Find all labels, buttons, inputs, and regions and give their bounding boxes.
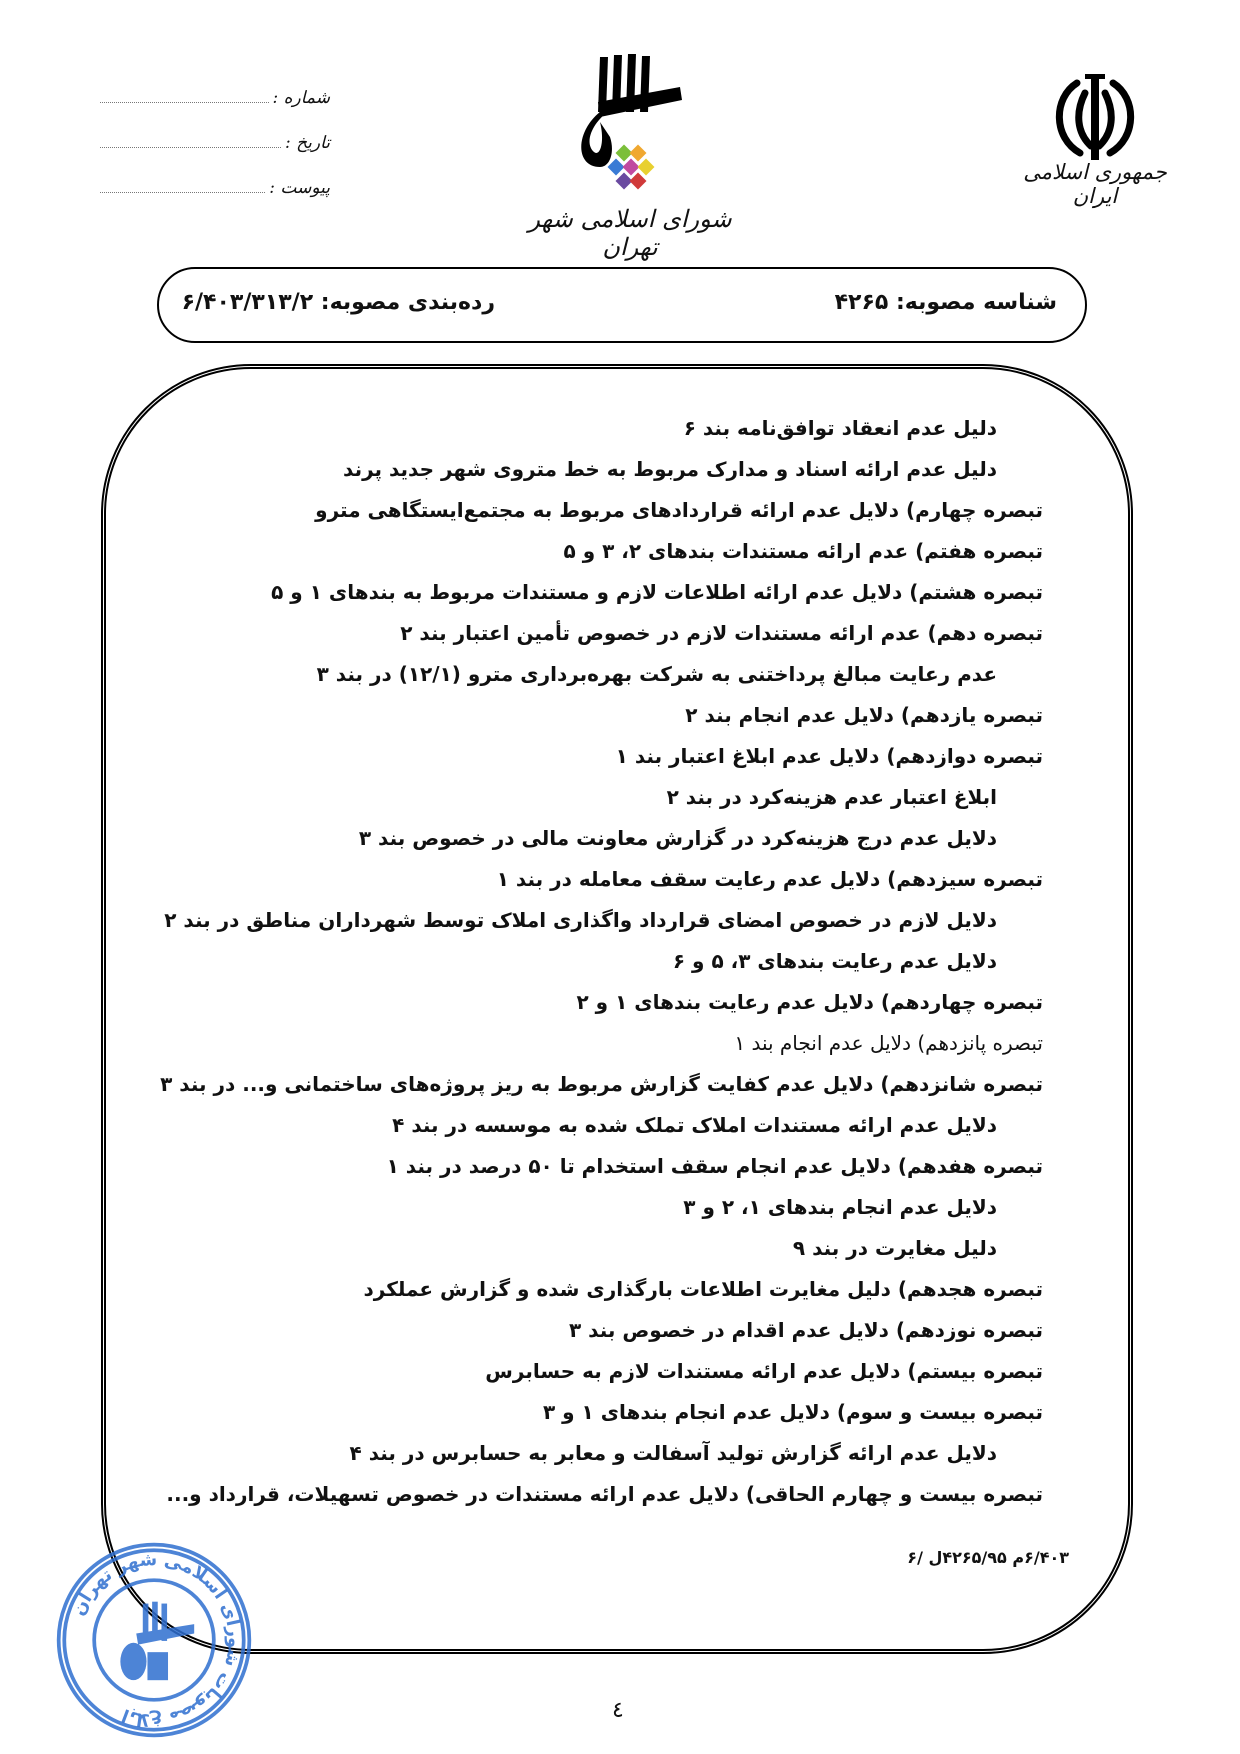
page-number: ٤ [612,1698,624,1723]
line-text: دلایل عدم انجام سقف استخدام تا ۵۰ درصد در بند ۱ [386,1154,898,1178]
content-line [183,1269,1043,1310]
content-line [183,1105,997,1146]
line-text: دلایل عدم رعایت سقف معامله در بند ۱ [496,867,888,891]
line-text: دلیل عدم انعقاد توافق‌نامه بند ۶ [683,416,997,440]
emblem-caption: جمهوری اسلامی ایران [1023,160,1167,208]
dotted-line [100,147,281,148]
content-line [183,695,1043,736]
line-text: دلایل عدم ابلاغ اعتبار بند ۱ [615,744,887,768]
logo-caption: شورای اسلامی شهر تهران [528,205,732,261]
content-line [183,654,997,695]
line-text: دلایل عدم ارائه اطلاعات لازم و مستندات مربوط به بندهای ۱ و ۵ [271,580,910,604]
line-text: دلیل عدم ارائه اسناد و مدارک مربوط به خط متروی شهر جدید پرند [343,457,997,481]
content-line [183,1187,997,1228]
note-label: تبصره یازدهم) [900,703,1043,727]
number-field [100,84,330,108]
line-text: دلیل مغایرت در بند ۹ [792,1236,997,1260]
line-text: دلیل مغایرت اطلاعات بارگذاری شده و گزارش عملکرد [363,1277,898,1301]
note-label: تبصره نوزدهم) [895,1318,1043,1342]
attachment-field [100,174,330,198]
content-line [183,449,997,490]
note-label: تبصره هفدهم) [897,1154,1043,1178]
line-text: دلایل عدم ارائه مستندات املاک تملک شده به موسسه در بند ۴ [392,1113,997,1137]
date-field [100,129,330,153]
line-text: ابلاغ اعتبار عدم هزینه‌کرد در بند ۲ [666,785,997,809]
tehran-council-logo-icon [570,52,690,202]
content-line [183,572,1043,613]
date-label: تاریخ : [285,133,330,153]
iran-emblem-icon [1035,68,1155,168]
content-line [160,1064,1043,1105]
line-text: تبصره پانزدهم) دلایل عدم انجام بند ۱ [734,1031,1043,1055]
line-text: عدم رعایت مبالغ پرداختنی به شرکت بهره‌برداری مترو (۱۲/۱) در بند ۳ [316,662,997,686]
content-line [183,1433,997,1474]
attachment-label: پیوست : [269,178,330,198]
content-lines [160,408,1043,1515]
note-label: تبصره هجدهم) [897,1277,1043,1301]
note-label: تبصره چهارم) [905,498,1043,522]
line-text: دلایل عدم اقدام در خصوص بند ۳ [568,1318,896,1342]
note-label: تبصره بیست و سوم) [836,1400,1043,1424]
content-line [164,900,997,941]
note-label: تبصره هفتم) [915,539,1043,563]
content-line [183,1392,1043,1433]
dotted-line [100,192,265,193]
note-label: تبصره چهاردهم) [880,990,1043,1014]
note-label: تبصره شانزدهم) [880,1072,1043,1096]
line-text: دلایل عدم انجام بندهای ۱ و ۳ [542,1400,837,1424]
content-line [183,1023,1043,1064]
content-line [166,1474,1043,1515]
line-text: دلایل عدم ارائه قراردادهای مربوط به مجتمع‌ایستگاهی مترو [315,498,906,522]
content-line [183,408,997,449]
note-label: تبصره بیست و چهارم الحاقی) [745,1482,1043,1506]
resolution-classification: رده‌بندی مصوبه: ۶/۴۰۳/۳۱۳/۲ [181,290,495,315]
line-text: دلایل عدم ارائه گزارش تولید آسفالت و معابر به حسابرس در بند ۴ [349,1441,997,1465]
line-text: دلایل عدم رعایت بندهای ۳، ۵ و ۶ [672,949,997,973]
resolution-id: شناسه مصوبه: ۴۲۶۵ [834,290,1057,315]
note-label: تبصره هشتم) [909,580,1043,604]
line-text: دلایل عدم ارائه مستندات لازم به حسابرس [485,1359,908,1383]
content-line [183,613,1043,654]
dotted-line [100,102,269,103]
council-stamp-icon [54,1540,254,1740]
line-text: دلایل عدم انجام بندهای ۱، ۲ و ۳ [683,1195,997,1219]
line-text: دلایل لازم در خصوص امضای قرارداد واگذاری املاک توسط شهرداران مناطق در بند ۲ [164,908,997,932]
line-text: دلایل عدم درج هزینه‌کرد در گزارش معاونت مالی در خصوص بند ۳ [358,826,997,850]
content-line [183,982,1043,1023]
content-line [183,1228,997,1269]
note-label: تبصره بیستم) [907,1359,1043,1383]
number-label: شماره : [272,88,330,108]
line-text: دلایل عدم انجام بند ۲ [685,703,901,727]
content-line [183,1310,1043,1351]
content-line [183,736,1043,777]
content-line [183,859,1043,900]
stamp-text: ابلاغ مصوبات شورای اسلامی شهر تهران [68,1549,244,1730]
content-line [183,531,1043,572]
line-text: عدم ارائه مستندات لازم در خصوص تأمین اعتبار بند ۲ [400,621,928,645]
line-text: دلایل عدم کفایت گزارش مربوط به ریز پروژه‌های ساختمانی و... در بند ۳ [160,1072,881,1096]
line-text: عدم ارائه مستندات بندهای ۲، ۳ و ۵ [563,539,916,563]
content-line [183,1351,1043,1392]
content-line [183,777,997,818]
content-line [183,941,997,982]
content-line [183,1146,1043,1187]
resolution-info-box [157,267,1087,343]
note-label: تبصره دوازدهم) [886,744,1043,768]
note-label: تبصره سیزدهم) [887,867,1043,891]
content-line [183,490,1043,531]
note-label: تبصره دهم) [927,621,1043,645]
content-line [183,818,997,859]
line-text: دلایل عدم ارائه مستندات در خصوص تسهیلات، قرارداد و... [166,1482,746,1506]
line-text: دلایل عدم رعایت بندهای ۱ و ۲ [576,990,881,1014]
document-code: ۶/۴۰۳م ۴۲۶۵/۹۵ل /۶ [907,1548,1069,1567]
